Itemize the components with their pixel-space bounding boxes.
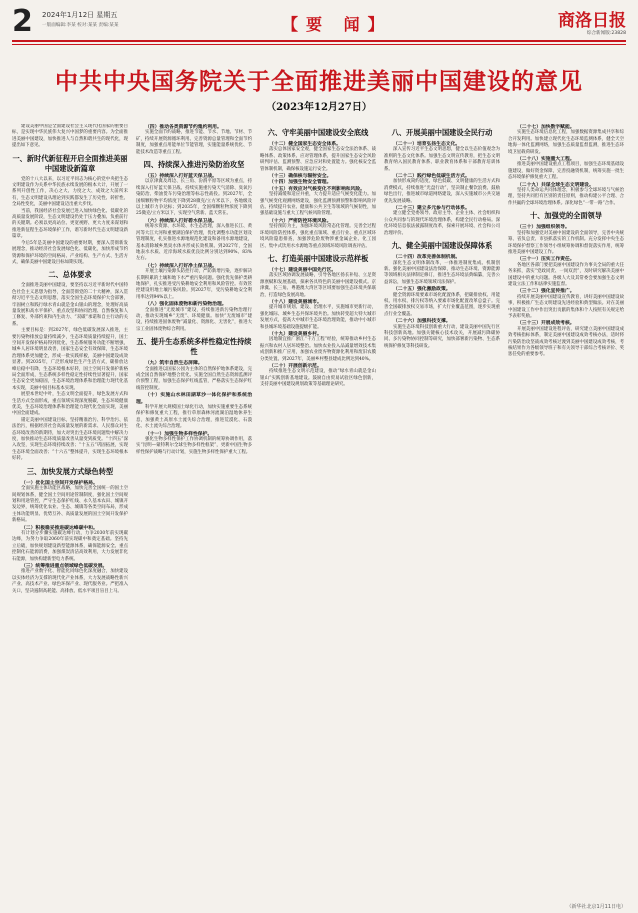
newspaper-logo: 商洛日报 <box>558 11 626 31</box>
body-paragraph: 推进美丽中国建设重点工程项目，加强生态环境基础设施建设，做好资金保障，完善投融资机制，统筹实施一批生态环境保护修复重大工程。 <box>508 162 624 181</box>
issue-date: 2024年1月12日 星期五 <box>42 11 118 19</box>
subsection-heading: （二十九）共谋全球生态文明建设。 <box>517 181 594 188</box>
body-paragraph: 因地制宜推广浙江“千万工程”经验，统筹推动乡村生态振兴和农村人居环境整治。加快农业投入品减量增效技术集成创新和推广应用，加强农业废弃物资源化利用和废旧农膜分类处置。到2027年，美丽乡村整县建成比例达到40%。 <box>260 337 376 362</box>
subsection-heading: （二十八）实施重大工程。 <box>517 156 575 163</box>
body-paragraph: 主要目标是：到2027年，绿色低碳发展深入推进，主要污染物排放总量持续减少，生态环境质量持续提升，国土空间开发保护格局得到优化，生态系统服务功能不断增强，城乡人居环境明显改善，国家生态安全有效保障，生态环境治理体系更加健全，形成一批实践样板，美丽中国建设成效显著。到2035年，广泛形成绿色生产生活方式，碳排放达峰后稳中有降，生态环境根本好转，国土空间开发保护新格局全面形成，生态系统多样性稳定性持续性显著提升，国家生态安全更加稳固，生态环境治理体系和治理能力现代化基本实现，美丽中国目标基本实现。 <box>12 328 128 391</box>
body-paragraph: 坚持和加强党对美丽中国建设的全面领导，完善中央统筹、省负总责、市县抓落实的工作机制。充分发挥中央生态环境保护督察工作领导小组统筹协调和督促落实作用，统筹推进美丽中国建设工作。 <box>508 230 624 255</box>
subsection-heading: （十八）建设美丽城市。 <box>269 298 322 305</box>
subsection-heading: （十三）确保核与辐射安全。 <box>269 173 332 180</box>
body-paragraph: 科学开展大规模国土绿化行动，加快实施重要生态系统保护和修复重大工程，推行草原森林河流湖泊湿地休养生息，加强黄土高原水土流失综合治理，推进荒漠化、石漠化、水土流失综合治理。 <box>136 405 252 430</box>
body-paragraph: 健全资源环境要素市场化配置体系，把碳排放权、用能权、用水权、排污权等纳入要素市场化配置改革总盘子。完善全国碳排放权交易市场，扩大行业覆盖范围，逐步实现重点行业全覆盖。 <box>384 292 500 317</box>
subsection-heading: （二十一）培育弘扬生态文化。 <box>393 141 461 147</box>
body-paragraph: 强化生物多样性保护工作协调机制的统筹协调作用，落实“昆明—蒙特利尔全球生物多样性框架”，更新中国生物多样性保护战略与行动计划，实施生物多样性保护重大工程。 <box>136 437 252 455</box>
body-paragraph: 全面推进美丽中国建设，要坚持以习近平新时代中国特色社会主义思想为指导，全面贯彻党的二十大精神，深入贯彻习近平生态文明思想，落实全国生态环境保护大会部署，牢固树立和践行绿水青山就是金山银山的理念，处理好高质量发展和高水平保护、重点攻坚和协同治理、自然恢复和人工修复、外部约束和内生动力、“双碳”承诺和自主行动的关系。 <box>12 283 128 327</box>
subsection-heading: （十九）建设美丽乡村。 <box>269 330 322 337</box>
subsection-heading: （九）筑牢自然生态屏障。 <box>145 360 203 367</box>
body-paragraph: 提升城市规划、建设、治理水平，实施城市更新行动，强化城际、城乡生态共保环境共治。加快转变超大特大城市发展方式，提高大中城市生态环境治理效能，推动中小城市和县城环境基础设施提级扩能。 <box>260 305 376 330</box>
section-heading-6: 六、守牢美丽中国建设安全底线 <box>267 128 369 137</box>
body-paragraph: 各地区各部门要把美丽中国建设作为事关全局的重大任务来抓，落实“党政同责、一岗双责”，及时研究解决美丽中国建设中的重大问题。各级人大及其常委会要加强生态文明建设立法工作和法律实施监督。 <box>508 262 624 287</box>
body-paragraph: 深化生态文明体制改革，一体推进制度集成、机制创新。强化美丽中国建设法治保障，推动生态环境、资源能源等领域相关法律制定修订，推进生态环境法典编纂，完善公益诉讼，加强生态环境领域司法保护。 <box>384 260 500 285</box>
body-paragraph: 深入宣传习近平生态文明思想，健全以生态价值观念为准则的生态文化体系。加强生态文明宣传教育，把生态文明教育纳入国民教育体系、职业教育体系和干部教育培训体系。 <box>384 147 500 172</box>
subsection-heading: （十六）严密防控环境风险。 <box>269 217 332 224</box>
body-paragraph: 持续开展美丽中国建设宣传教育，讲好美丽中国建设故事，积极推广生态文明建设先进经验和典型做法。对在美丽中国建设工作中作出突出贡献的集体和个人按照有关规定给予表彰奖励。 <box>508 294 624 319</box>
article-column-3 <box>260 124 376 900</box>
body-paragraph: 坚持人类命运共同体理念，积极参与全球环境与气候治理，坚持共同但有区别的责任原则，推动构建公平合理、合作共赢的全球环境治理体系。深化绿色“一带一路”合作。 <box>508 188 624 206</box>
masthead <box>12 6 626 40</box>
page-number: 2 <box>12 4 33 39</box>
body-paragraph: 落实总体国家安全观，健全国家生态安全法治体系、战略体系、政策体系、应对管理体系，提升国家生态安全风险研判评估、监测预警、应急应对和处置能力。强化核安全监管体制机制，确保核设施运行安全。 <box>260 147 376 172</box>
section-heading-2: 二、总体要求 <box>48 270 92 280</box>
section-heading-4: 四、持续深入推进污染防治攻坚 <box>143 160 245 170</box>
section-heading-1: 一、新时代新征程开启全面推进美丽中国建设新篇章 <box>12 153 128 173</box>
subsection-heading: （二十四）改革完善体制机制。 <box>393 254 461 261</box>
subsection-heading: （二十五）强化激励政策。 <box>393 286 451 293</box>
section-heading-9: 九、健全美丽中国建设保障体系 <box>391 241 493 251</box>
body-paragraph: 实施生态环境信息化工程，加强数据资源集成共享和综合开发利用。加快建立现代化生态环境监测体系，健全天空地海一体化监测网络，加强生态质量监督监测，推进生态环境卫星载荷研发。 <box>508 130 624 155</box>
section-heading-3: 三、加快发展方式绿色转型 <box>26 466 114 476</box>
body-paragraph: 推进产业数字化、智能化同绿色化深度融合，加快建设以实体经济为支撑的现代化产业体系，大力发展战略性新兴产业、高技术产业、绿色环保产业、现代服务业。严把准入关口，坚决遏制高耗能、高排放、低水平项目盲目上马。 <box>12 569 128 594</box>
body-paragraph: 加快形成简约适度、绿色低碳、文明健康的生活方式和消费模式，持续推进“光盘行动”，坚决制止餐饮浪费。鼓励绿色出行，推进城市绿道网络建设，深入实施城市公共交通优先发展战略。 <box>384 179 500 204</box>
subsection-heading: （十二）健全国家生态安全体系。 <box>269 141 341 147</box>
body-paragraph: 实施全面节约战略，推进节能、节水、节地、节材、节矿，持续开展资源循环利用。完善资源总量管理和全面节约制度，加强重点用能单位节能管理，实施能量系统优化、节能技术改造等重点工程。 <box>136 130 252 155</box>
subsection-heading: （四）推动各类资源节约集约利用。 <box>145 124 222 130</box>
intro-paragraph: 建设美丽中国是全面建设社会主义现代化国家的重要目标，是实现中华民族伟大复兴中国梦的重要内容。为全面推进美丽中国建设，加快推进人与自然和谐共生的现代化，现提出如下意见。 <box>12 124 128 149</box>
body-paragraph: 全面推进“无废城市”建设，持续推进新污染物治理行动，推动实现城乡“无废”、环境健康。加快“无废城市”建设，持续推进固体废物“减量化、资源化、无害化”，推进大宗工业固体废物综合利用。 <box>136 307 252 332</box>
article-column-2 <box>136 124 252 900</box>
section-heading-8: 八、开展美丽中国建设全民行动 <box>391 128 493 137</box>
subsection-heading: （二十三）建立多元参与行动体系。 <box>393 205 470 212</box>
body-paragraph: 建立健全党委领导、政府主导、企业主体、社会组织和公众共同参与的现代环境治理体系，构建全民行动格局。深化环境信息依法披露制度改革，探索开展环境、社会和公司治理评价。 <box>384 211 500 236</box>
subsection-heading: （二十七）加快数字赋能。 <box>517 124 575 130</box>
subsection-heading: （六）持续深入打好碧水保卫战。 <box>145 217 217 224</box>
subsection-heading: （五）持续深入打好蓝天保卫战。 <box>145 173 217 180</box>
subsection-heading: （十七）建设美丽中国先行区。 <box>269 266 337 273</box>
subsection-heading: （十一）加强生物多样性保护。 <box>145 430 213 437</box>
body-paragraph: 实施生态环境科技创新重大行动，建设美丽中国先行区科技创新高地。加强关键核心技术攻关，开展减污降碳协同、多污染物协同控制等研究，加快部署新污染物、生态系统保护修复等科技研发。 <box>384 324 500 349</box>
subsection-heading: （三）统筹推进重点领域绿色低碳发展。 <box>21 562 108 569</box>
body-paragraph: 展望本世纪中叶，生态文明全面提升，绿色发展方式和生活方式全面形成，重点领域实现深度脱碳，生态环境健康优美，生态环境治理体系和治理能力现代化全面实现，美丽中国全面建成。 <box>12 392 128 417</box>
subsection-heading: （十五）有效应对气候变化不利影响和风险。 <box>269 185 365 192</box>
subsection-heading: （二）积极稳妥推进碳达峰碳中和。 <box>21 524 98 531</box>
subsection-heading: （三十二）强化宣传推广。 <box>517 288 575 295</box>
subsection-heading: （二十六）加强科技支撑。 <box>393 318 451 325</box>
section-title: 【要 闻】 <box>282 15 392 34</box>
article-column-1 <box>12 124 128 900</box>
body-paragraph: 统筹水资源、水环境、水生态治理，深入推进长江、黄河等大江大河和重要湖泊保护治理，优化调整水功能区划及管理制度，扎实推进水源地规范化建设和备用水源地建设，基本消除城乡黑臭水体并形成长效机制。到2027年，全国地表水水质、近岸海域水质优良比例分别达到90%、83%左右。 <box>136 224 252 262</box>
subsection-heading: （十四）加强生物安全管理。 <box>269 179 332 186</box>
masthead-rule-thin <box>12 44 626 45</box>
body-paragraph: 开展土壤污染源头防控行动，严防新增污染，逐步解决长期积累的土壤和地下水严重污染问题。强化优先保护类耕地保护，扎实推进受污染耕地安全利用和风险管控。有效管控建设用地土壤污染风险。到2027年，受污染耕地安全利用率达到94%以上。 <box>136 269 252 300</box>
body-paragraph: 落实区域协调发展战略，引导各地区扬长补短、立足资源禀赋和发展基础，探索各具特色的美丽中国建设模式。京津冀、长三角、粤港澳大湾区等区域要加强生态环境共保联治，打造绿色发展高地。 <box>260 273 376 298</box>
subsection-heading: （七）持续深入打好净土保卫战。 <box>145 262 217 269</box>
body-paragraph: 今后5年是美丽中国建设的重要时期，要深入贯彻新发展理念，推动经济社会发展绿色化、低碳化，加快形成节约资源和保护环境的空间格局、产业结构、生产方式、生活方式，确保美丽中国建设目标如期实现。 <box>12 240 128 265</box>
editor-meta: 一版面编辑:李某 校对:某某 责编:某某 <box>42 23 119 28</box>
subsection-heading: （三十三）开展成效考核。 <box>517 320 575 327</box>
article-column-4 <box>384 124 500 900</box>
subsection-heading: （三十）加强组织领导。 <box>517 224 570 231</box>
body-paragraph: 有计划分步骤实施碳达峰行动，力争2030年前实现碳达峰，为努力争取2060年前实现碳中和奠定基础。坚持先立后破，加快规划建设新型能源体系，确保能源安全。重点控制化石能源消费，加强煤炭清洁高效利用，大力发展非化石能源，加快构建新型电力系统。 <box>12 530 128 562</box>
article-column-5 <box>508 124 624 900</box>
subsection-heading: （二十）开展创新示范。 <box>269 363 322 369</box>
section-heading-7: 七、打造美丽中国建设示范样板 <box>267 253 369 263</box>
body-paragraph: 以京津冀及周边、长三角、汾渭平原等区域为重点，持续深入打好蓝天保卫战。持续实施重污染天气消除、臭氧污染防治、柴油货车污染治理等标志性战役。到2027年，全国细颗粒物平均浓度下降到28微克/立方米以下，各地级及以上城市力争达标；到2035年，全国细颗粒物浓度下降到25微克/立方米以下，实现空气常新、蓝天常在。 <box>136 179 252 217</box>
body-paragraph: 坚持预防为主，加强环境风险常态化管理。完善全过程环境风险防控体系，强化重点领域、重点行业、重点区域环境风险隐患排查，加强涉危险废物涉重金属企业、化工园区、集中式饮用水水源地等重点领域环境风险调查评估。 <box>260 224 376 249</box>
body-paragraph: 持续推进生态文明示范建设，推动“绿水青山就是金山银山”实践创新基地建设。鼓励自由贸易试验区绿色创新，支持美丽中国建设规划政策等基础理论研究。 <box>260 369 376 388</box>
subsection-heading: （三十一）压实工作责任。 <box>517 256 575 263</box>
section-heading-5: 五、提升生态系统多样性稳定性持续性 <box>136 337 252 357</box>
headline-date: （2023年12月27日） <box>266 102 372 113</box>
body-paragraph: 当前，我国经济社会发展已进入加快绿色化、低碳化的高质量发展阶段，生态文明建设仍处于压力叠加、负重前行的关键期。必须以更高站位、更宽视野、更大力度来谋划和推进新征程生态环境保护工作，谱写新时代生态文明建设新篇章。 <box>12 208 128 240</box>
masthead-rule <box>12 40 626 42</box>
body-paragraph: 党的十八大以来，以习近平同志为核心的党中央把生态文明建设作为关系中华民族永续发展的根本大计，开展了一系列开创性工作，决心之大、力度之大、成效之大前所未有，生态文明建设从理论到实践都发生了历史性、转折性、全局性变化，美丽中国建设迈出重大步伐。 <box>12 176 128 208</box>
edition-line: 综合新闻版:23828 <box>586 31 626 36</box>
section-heading-10: 十、加强党的全面领导 <box>530 211 602 221</box>
body-paragraph: 锚定美丽中国建设目标，坚持精准治污、科学治污、依法治污，根据经济社会高质量发展的新需求、人民群众对生态环境改善的新期待，加大对突出生态环境问题集中解决力度，加快推动生态环境质量改善从量变到质变。“十四五”深入攻坚，实现生态环境持续改善；“十五五”巩固拓展，实现生态环境全面改善；“十六五”整体提升，实现生态环境根本好转。 <box>12 417 128 462</box>
subsection-heading: （十）实施山水林田湖草沙一体化保护和系统治理。 <box>136 392 252 405</box>
body-paragraph: 全面推进以国家公园为主体的自然保护地体系建设，完成全国自然保护地整合优化。实施全国自然生态资源监测评价预警工程，加强生态保护红线监管，严格落实生态保护红线管控制度。 <box>136 366 252 391</box>
headline: 中共中央国务院关于全面推进美丽中国建设的意见 <box>55 69 583 95</box>
body-paragraph: 全面实施主体功能区战略，加快完善全国统一的国土空间规划体系，健全国土空间用途管制制度，强化国土空间规划和用途管控，严守生态保护红线、永久基本农田、城镇开发边界，统筹优化农业、生态、城镇等各类空间布局，形成主体功能明显、优势互补、高质量发展的国土空间开发保护新格局。 <box>12 486 128 524</box>
subsection-heading: （八）强化固体废物和新污染物治理。 <box>145 301 227 308</box>
body-paragraph: 开展美丽中国建设进程评估，研究建立美丽中国建设成效考核指标体系，制定美丽中国建设成效考核办法，适时将污染防治攻坚战成效考核过渡到美丽中国建设成效考核，考核结果作为各级领导班子和有关领导干部综合考核评价、奖惩任免的重要参考。 <box>508 326 624 358</box>
subsection-heading: （二十二）践行绿色低碳生活方式。 <box>393 173 470 180</box>
subsection-heading: （一）优化国土空间开发保护格局。 <box>21 479 98 486</box>
body-paragraph: 坚持减缓和适应并重，大力提升适应气候变化能力。加强气候变化观测网络建设，强化监测预测预警和影响风险评估。持续提升农业、健康和公共卫生等领域的气候韧性，加强基础设施与重大工程气候风险管理。 <box>260 192 376 217</box>
dateline-footer: （新华社北京1月11日电） <box>566 904 626 910</box>
